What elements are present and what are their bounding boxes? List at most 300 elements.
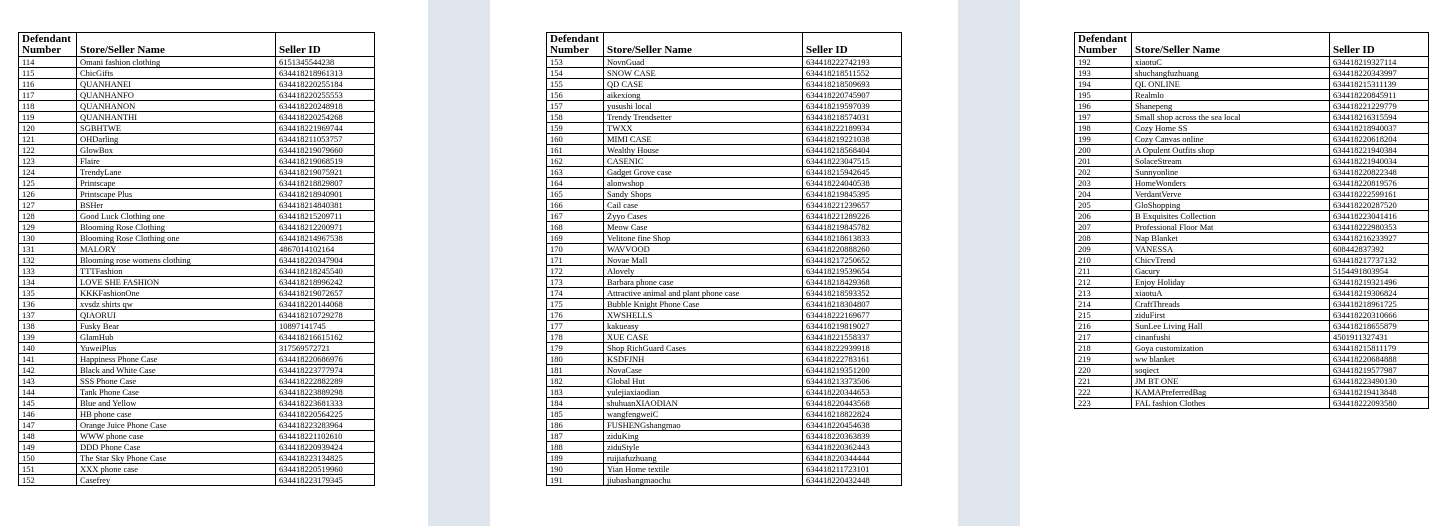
document-page-1 <box>0 0 428 526</box>
table-row <box>1075 354 1429 365</box>
header-store-name: Store/Seller Name <box>77 33 276 57</box>
seller-id-cell: 634418218996242 <box>276 277 375 288</box>
seller-id-cell: 634418220248918 <box>276 101 375 112</box>
defendant-number-cell: 205 <box>1075 200 1132 211</box>
table-row <box>547 354 902 365</box>
defendant-number-cell: 193 <box>1075 68 1132 79</box>
defendant-number-cell: 120 <box>19 123 77 134</box>
store-name-cell: KAMAPreferredBag <box>1132 387 1330 398</box>
defendant-number-cell: 158 <box>547 112 604 123</box>
viewer-gutter-2 <box>958 0 1020 526</box>
table-row <box>547 420 902 431</box>
store-name-cell: Gacury <box>1132 266 1330 277</box>
defendant-number-cell: 222 <box>1075 387 1132 398</box>
table-row <box>547 343 902 354</box>
seller-id-cell: 634418219845782 <box>803 222 902 233</box>
store-name-cell: SolaceStream <box>1132 156 1330 167</box>
table-row <box>19 244 375 255</box>
store-name-cell: ziduFirst <box>1132 310 1330 321</box>
table-row <box>547 145 902 156</box>
store-name-cell: ziduStyle <box>604 442 803 453</box>
table-row <box>1075 233 1429 244</box>
table-row <box>19 233 375 244</box>
header-seller-id: Seller ID <box>276 33 375 57</box>
defendant-number-cell: 122 <box>19 145 77 156</box>
store-name-cell: Velitone fine Shop <box>604 233 803 244</box>
store-name-cell: cinanfushi <box>1132 332 1330 343</box>
defendant-number-cell: 207 <box>1075 222 1132 233</box>
seller-id-cell: 634418222742193 <box>803 57 902 68</box>
seller-id-cell: 634418222882289 <box>276 376 375 387</box>
seller-id-cell: 634418218961313 <box>276 68 375 79</box>
table-row <box>19 57 375 68</box>
defendant-number-cell: 143 <box>19 376 77 387</box>
seller-id-cell: 634418220564225 <box>276 409 375 420</box>
seller-id-cell: 634418213373506 <box>803 376 902 387</box>
table-row <box>1075 134 1429 145</box>
seller-id-cell: 634418219079660 <box>276 145 375 156</box>
table-row <box>547 233 902 244</box>
table-row <box>19 101 375 112</box>
defendant-number-cell: 133 <box>19 266 77 277</box>
defendant-number-cell: 117 <box>19 90 77 101</box>
table-row <box>19 134 375 145</box>
store-name-cell: DDD Phone Case <box>77 442 276 453</box>
table-row <box>1075 189 1429 200</box>
defendant-number-cell: 160 <box>547 134 604 145</box>
seller-id-cell: 634418218429368 <box>803 277 902 288</box>
seller-id-cell: 634418222599161 <box>1330 189 1429 200</box>
defendant-number-cell: 211 <box>1075 266 1132 277</box>
store-name-cell: Professional Floor Mat <box>1132 222 1330 233</box>
store-name-cell: Yian Home textile <box>604 464 803 475</box>
defendant-number-cell: 180 <box>547 354 604 365</box>
store-name-cell: Shanepeng <box>1132 101 1330 112</box>
seller-id-cell: 634418220819576 <box>1330 178 1429 189</box>
table-row <box>547 387 902 398</box>
table-row <box>547 277 902 288</box>
table-row <box>19 266 375 277</box>
seller-id-cell: 634418214840381 <box>276 200 375 211</box>
defendant-number-cell: 199 <box>1075 134 1132 145</box>
seller-id-cell: 634418220362443 <box>803 442 902 453</box>
defendant-number-cell: 178 <box>547 332 604 343</box>
store-name-cell: JM BT ONE <box>1132 376 1330 387</box>
seller-id-cell: 634418220618204 <box>1330 134 1429 145</box>
seller-id-cell: 634418219072657 <box>276 288 375 299</box>
defendant-number-cell: 183 <box>547 387 604 398</box>
table-row <box>547 453 902 464</box>
store-name-cell: Happiness Phone Case <box>77 354 276 365</box>
table-row <box>547 167 902 178</box>
store-name-cell: Small shop across the sea local <box>1132 112 1330 123</box>
table-row <box>1075 145 1429 156</box>
store-name-cell: Tank Phone Case <box>77 387 276 398</box>
table-row <box>19 376 375 387</box>
table-row <box>547 79 902 90</box>
store-name-cell: HomeWonders <box>1132 178 1330 189</box>
store-name-cell: Global Hut <box>604 376 803 387</box>
table-row <box>547 112 902 123</box>
defendant-number-cell: 166 <box>547 200 604 211</box>
table-header-row <box>19 33 375 57</box>
defendant-number-cell: 173 <box>547 277 604 288</box>
store-name-cell: yusushi local <box>604 101 803 112</box>
table-row <box>19 145 375 156</box>
defendant-number-cell: 219 <box>1075 354 1132 365</box>
store-name-cell: Fusky Bear <box>77 321 276 332</box>
table-row <box>1075 244 1429 255</box>
defendant-number-cell: 162 <box>547 156 604 167</box>
defendant-table-3 <box>1074 32 1429 409</box>
defendant-number-cell: 156 <box>547 90 604 101</box>
store-name-cell: NovaCase <box>604 365 803 376</box>
store-name-cell: KSDFJNH <box>604 354 803 365</box>
defendant-number-cell: 206 <box>1075 211 1132 222</box>
defendant-number-cell: 130 <box>19 233 77 244</box>
defendant-number-cell: 169 <box>547 233 604 244</box>
header-defendant-number: Defendant Number <box>1075 33 1132 57</box>
seller-id-cell: 634418220939424 <box>276 442 375 453</box>
seller-id-cell: 634418215209711 <box>276 211 375 222</box>
defendant-number-cell: 210 <box>1075 255 1132 266</box>
store-name-cell: CASENIC <box>604 156 803 167</box>
table-row <box>1075 321 1429 332</box>
defendant-number-cell: 139 <box>19 332 77 343</box>
seller-id-cell: 634418222783161 <box>803 354 902 365</box>
table-row <box>19 343 375 354</box>
table-row <box>1075 398 1429 409</box>
defendant-number-cell: 198 <box>1075 123 1132 134</box>
defendant-number-cell: 118 <box>19 101 77 112</box>
defendant-table-2 <box>546 32 902 486</box>
table-row <box>547 90 902 101</box>
seller-id-cell: 634418218511552 <box>803 68 902 79</box>
store-name-cell: TrendyLane <box>77 167 276 178</box>
seller-id-cell: 634418220519960 <box>276 464 375 475</box>
defendant-number-cell: 175 <box>547 299 604 310</box>
store-name-cell: Trendy Trendsetter <box>604 112 803 123</box>
store-name-cell: Cozy Home SS <box>1132 123 1330 134</box>
defendant-number-cell: 128 <box>19 211 77 222</box>
store-name-cell: Printscape Plus <box>77 189 276 200</box>
table-row <box>19 277 375 288</box>
seller-id-cell: 634418218574031 <box>803 112 902 123</box>
seller-id-cell: 634418219327114 <box>1330 57 1429 68</box>
table-row <box>1075 57 1429 68</box>
store-name-cell: QIAORUI <box>77 310 276 321</box>
seller-id-cell: 634418218568404 <box>803 145 902 156</box>
table-row <box>19 431 375 442</box>
table-row <box>1075 288 1429 299</box>
defendant-number-cell: 135 <box>19 288 77 299</box>
table-row <box>1075 178 1429 189</box>
table-row <box>19 90 375 101</box>
store-name-cell: ruijiafuzhuang <box>604 453 803 464</box>
seller-id-cell: 634418221558337 <box>803 332 902 343</box>
defendant-number-cell: 115 <box>19 68 77 79</box>
seller-id-cell: 634418216615162 <box>276 332 375 343</box>
defendant-number-cell: 187 <box>547 431 604 442</box>
seller-id-cell: 634418219221038 <box>803 134 902 145</box>
defendant-number-cell: 121 <box>19 134 77 145</box>
store-name-cell: Good Luck Clothing one <box>77 211 276 222</box>
store-name-cell: Realmlo <box>1132 90 1330 101</box>
store-name-cell: Flaire <box>77 156 276 167</box>
store-name-cell: xiaotuC <box>1132 57 1330 68</box>
seller-id-cell: 634418222093580 <box>1330 398 1429 409</box>
defendant-number-cell: 127 <box>19 200 77 211</box>
seller-id-cell: 634418218655879 <box>1330 321 1429 332</box>
store-name-cell: BSHer <box>77 200 276 211</box>
seller-id-cell: 634418219819027 <box>803 321 902 332</box>
seller-id-cell: 634418218245540 <box>276 266 375 277</box>
table-row <box>1075 156 1429 167</box>
table-row <box>1075 255 1429 266</box>
table-row <box>1075 343 1429 354</box>
store-name-cell: wangfengweiC <box>604 409 803 420</box>
store-name-cell: B Exquisites Collection <box>1132 211 1330 222</box>
table-row <box>547 431 902 442</box>
store-name-cell: SGBHTWE <box>77 123 276 134</box>
seller-id-cell: 634418218613833 <box>803 233 902 244</box>
header-seller-id: Seller ID <box>803 33 902 57</box>
table-row <box>547 211 902 222</box>
header-defendant-number: Defendant Number <box>19 33 77 57</box>
table-row <box>1075 68 1429 79</box>
store-name-cell: jiubashangmaochu <box>604 475 803 486</box>
store-name-cell: Goya customization <box>1132 343 1330 354</box>
defendant-number-cell: 221 <box>1075 376 1132 387</box>
table-row <box>19 420 375 431</box>
table-row <box>1075 167 1429 178</box>
store-name-cell: MIMI CASE <box>604 134 803 145</box>
header-store-name: Store/Seller Name <box>604 33 803 57</box>
seller-id-cell: 634418218509693 <box>803 79 902 90</box>
table-row <box>547 376 902 387</box>
store-name-cell: FUSHENGshangmao <box>604 420 803 431</box>
store-name-cell: Novae Mall <box>604 255 803 266</box>
seller-id-cell: 634418220822348 <box>1330 167 1429 178</box>
table-row <box>19 255 375 266</box>
seller-id-cell: 634418220745907 <box>803 90 902 101</box>
table-row <box>1075 101 1429 112</box>
defendant-number-cell: 140 <box>19 343 77 354</box>
table-row <box>547 200 902 211</box>
defendant-number-cell: 186 <box>547 420 604 431</box>
seller-id-cell: 634418223681333 <box>276 398 375 409</box>
defendant-number-cell: 147 <box>19 420 77 431</box>
seller-id-cell: 634418220888260 <box>803 244 902 255</box>
store-name-cell: GlowBox <box>77 145 276 156</box>
defendant-number-cell: 204 <box>1075 189 1132 200</box>
seller-id-cell: 634418221940384 <box>1330 145 1429 156</box>
store-name-cell: kakueasy <box>604 321 803 332</box>
store-name-cell: xvsdz shirts qw <box>77 299 276 310</box>
defendant-number-cell: 212 <box>1075 277 1132 288</box>
seller-id-cell: 634418219597039 <box>803 101 902 112</box>
table-row <box>19 442 375 453</box>
seller-id-cell: 634418220255553 <box>276 90 375 101</box>
defendant-number-cell: 134 <box>19 277 77 288</box>
seller-id-cell: 634418223283964 <box>276 420 375 431</box>
store-name-cell: QUANHANON <box>77 101 276 112</box>
store-name-cell: aikexiong <box>604 90 803 101</box>
table-row <box>1075 123 1429 134</box>
seller-id-cell: 634418215811179 <box>1330 343 1429 354</box>
defendant-number-cell: 223 <box>1075 398 1132 409</box>
seller-id-cell: 634418216233927 <box>1330 233 1429 244</box>
defendant-number-cell: 145 <box>19 398 77 409</box>
seller-id-cell: 4501911327431 <box>1330 332 1429 343</box>
table-row <box>547 178 902 189</box>
defendant-number-cell: 165 <box>547 189 604 200</box>
table-row <box>547 464 902 475</box>
store-name-cell: SNOW CASE <box>604 68 803 79</box>
defendant-number-cell: 215 <box>1075 310 1132 321</box>
table-row <box>547 244 902 255</box>
table-header-row <box>1075 33 1429 57</box>
defendant-number-cell: 142 <box>19 365 77 376</box>
seller-id-cell: 634418218940037 <box>1330 123 1429 134</box>
seller-id-cell: 634418223047515 <box>803 156 902 167</box>
seller-id-cell: 634418215311139 <box>1330 79 1429 90</box>
seller-id-cell: 634418223490130 <box>1330 376 1429 387</box>
seller-id-cell: 634418220344444 <box>803 453 902 464</box>
store-name-cell: Casefrey <box>77 475 276 486</box>
table-row <box>1075 365 1429 376</box>
seller-id-cell: 634418220255184 <box>276 79 375 90</box>
defendant-number-cell: 141 <box>19 354 77 365</box>
seller-id-cell: 634418219577987 <box>1330 365 1429 376</box>
store-name-cell: NovnGuad <box>604 57 803 68</box>
store-name-cell: Alovely <box>604 266 803 277</box>
defendant-number-cell: 164 <box>547 178 604 189</box>
table-row <box>19 189 375 200</box>
table-row <box>19 354 375 365</box>
defendant-number-cell: 200 <box>1075 145 1132 156</box>
defendant-number-cell: 179 <box>547 343 604 354</box>
store-name-cell: GloShopping <box>1132 200 1330 211</box>
seller-id-cell: 634418221102610 <box>276 431 375 442</box>
table-row <box>547 222 902 233</box>
table-row <box>547 398 902 409</box>
seller-id-cell: 634418220144068 <box>276 299 375 310</box>
table-header-row <box>547 33 902 57</box>
seller-id-cell: 634418223777974 <box>276 365 375 376</box>
store-name-cell: Zyyo Cases <box>604 211 803 222</box>
table-row <box>19 310 375 321</box>
store-name-cell: XWSHELLS <box>604 310 803 321</box>
defendant-number-cell: 132 <box>19 255 77 266</box>
table-row <box>19 167 375 178</box>
table-row <box>547 266 902 277</box>
store-name-cell: alonwshop <box>604 178 803 189</box>
store-name-cell: KKKFashionOne <box>77 288 276 299</box>
seller-id-cell: 634418217250652 <box>803 255 902 266</box>
defendant-number-cell: 177 <box>547 321 604 332</box>
seller-id-cell: 634418219845395 <box>803 189 902 200</box>
table-row <box>1075 222 1429 233</box>
header-defendant-number: Defendant Number <box>547 33 604 57</box>
store-name-cell: Cail case <box>604 200 803 211</box>
defendant-number-cell: 126 <box>19 189 77 200</box>
defendant-number-cell: 131 <box>19 244 77 255</box>
defendant-number-cell: 129 <box>19 222 77 233</box>
defendant-number-cell: 190 <box>547 464 604 475</box>
table-row <box>19 79 375 90</box>
defendant-number-cell: 174 <box>547 288 604 299</box>
defendant-number-cell: 209 <box>1075 244 1132 255</box>
store-name-cell: HB phone case <box>77 409 276 420</box>
seller-id-cell: 5154491803954 <box>1330 266 1429 277</box>
seller-id-cell: 634418219351200 <box>803 365 902 376</box>
table-row <box>1075 387 1429 398</box>
seller-id-cell: 634418219075921 <box>276 167 375 178</box>
defendant-number-cell: 217 <box>1075 332 1132 343</box>
table-row <box>1075 112 1429 123</box>
table-row <box>547 332 902 343</box>
store-name-cell: SSS Phone Case <box>77 376 276 387</box>
store-name-cell: The Star Sky Phone Case <box>77 453 276 464</box>
defendant-number-cell: 163 <box>547 167 604 178</box>
defendant-number-cell: 208 <box>1075 233 1132 244</box>
defendant-number-cell: 149 <box>19 442 77 453</box>
seller-id-cell: 634418211723101 <box>803 464 902 475</box>
table-row <box>547 299 902 310</box>
seller-id-cell: 634418220686976 <box>276 354 375 365</box>
seller-id-cell: 634418220343997 <box>1330 68 1429 79</box>
defendant-number-cell: 218 <box>1075 343 1132 354</box>
seller-id-cell: 634418219068519 <box>276 156 375 167</box>
defendant-number-cell: 214 <box>1075 299 1132 310</box>
seller-id-cell: 634418220845911 <box>1330 90 1429 101</box>
seller-id-cell: 634418214967538 <box>276 233 375 244</box>
seller-id-cell: 634418218829807 <box>276 178 375 189</box>
defendant-number-cell: 201 <box>1075 156 1132 167</box>
store-name-cell: MALORY <box>77 244 276 255</box>
defendant-number-cell: 114 <box>19 57 77 68</box>
seller-id-cell: 634418211053757 <box>276 134 375 145</box>
seller-id-cell: 634418219306824 <box>1330 288 1429 299</box>
store-name-cell: YuweiPlus <box>77 343 276 354</box>
seller-id-cell: 634418219539654 <box>803 266 902 277</box>
table-row <box>547 442 902 453</box>
seller-id-cell: 634418220454638 <box>803 420 902 431</box>
seller-id-cell: 634418221289226 <box>803 211 902 222</box>
defendant-number-cell: 151 <box>19 464 77 475</box>
table-row <box>547 57 902 68</box>
seller-id-cell: 634418215942645 <box>803 167 902 178</box>
defendant-number-cell: 138 <box>19 321 77 332</box>
defendant-number-cell: 196 <box>1075 101 1132 112</box>
defendant-number-cell: 171 <box>547 255 604 266</box>
seller-id-cell: 634418212200971 <box>276 222 375 233</box>
seller-id-cell: 634418221229779 <box>1330 101 1429 112</box>
table-row <box>547 68 902 79</box>
table-row <box>19 112 375 123</box>
store-name-cell: VerdantVerve <box>1132 189 1330 200</box>
store-name-cell: OHDarling <box>77 134 276 145</box>
store-name-cell: Shop RichGuard Cases <box>604 343 803 354</box>
seller-id-cell: 10897141745 <box>276 321 375 332</box>
defendant-number-cell: 146 <box>19 409 77 420</box>
table-row <box>19 68 375 79</box>
defendant-number-cell: 216 <box>1075 321 1132 332</box>
store-name-cell: Blooming rose womens clothing <box>77 255 276 266</box>
seller-id-cell: 634418222939918 <box>803 343 902 354</box>
store-name-cell: shuhuanXIAODIAN <box>604 398 803 409</box>
